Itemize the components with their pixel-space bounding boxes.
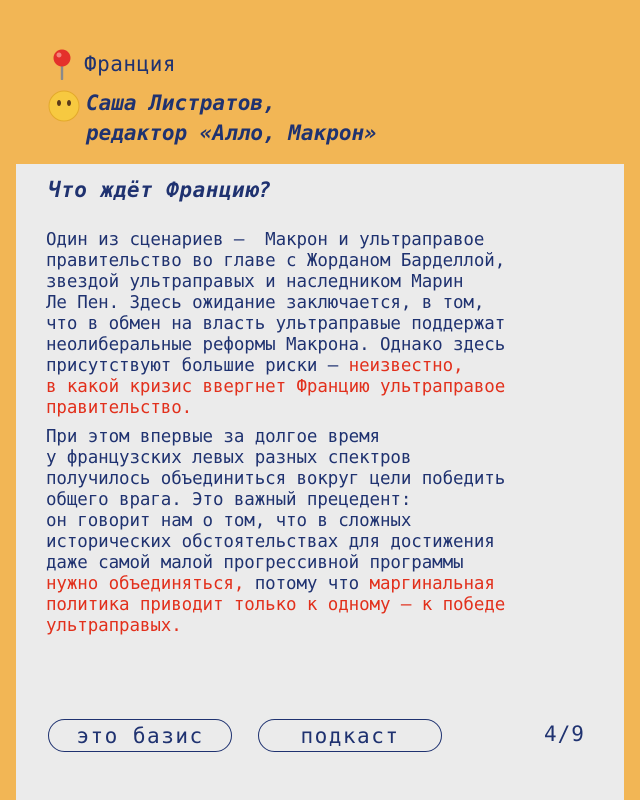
- round-pushpin-icon: [48, 48, 76, 80]
- plain-text: неолиберальные реформы Макрона. Однако здесь: [46, 335, 506, 355]
- face-emoji-icon: [48, 90, 80, 122]
- plain-text: даже самой малой прогрессивной программы: [46, 553, 464, 573]
- text-line: [46, 469, 606, 490]
- highlighted-text: нужно объединяться,: [46, 574, 245, 594]
- tag-button-basis-label: это базис: [76, 723, 204, 748]
- plain-text: правительство во главе с Жорданом Барделлой,: [46, 251, 506, 271]
- text-line: [46, 377, 606, 398]
- plain-text: Ле Пен. Здесь ожидание заключается, в том,: [46, 293, 485, 313]
- tag-button-basis[interactable]: [48, 719, 232, 752]
- text-line: [46, 356, 606, 377]
- plain-text: потому что: [244, 574, 370, 594]
- paragraph-2: [46, 427, 606, 637]
- plain-text: Один из сценариев – Макрон и ультраправое: [46, 230, 485, 250]
- card-title: Что ждёт Францию?: [48, 178, 272, 202]
- text-line: [46, 553, 606, 574]
- text-line: [46, 293, 606, 314]
- plain-text: он говорит нам о том, что в сложных: [46, 511, 412, 531]
- content-card: [16, 164, 624, 800]
- highlighted-text: политика приводит только к одному – к победе: [46, 595, 506, 615]
- author-line-1: Саша Листратов,: [86, 91, 276, 115]
- text-line: [46, 314, 606, 335]
- text-line: [46, 532, 606, 553]
- highlighted-text: неизвестно,: [348, 356, 464, 376]
- author-name: [86, 88, 377, 148]
- text-line: [46, 427, 606, 448]
- text-line: [46, 490, 606, 511]
- highlighted-text: маргинальная: [369, 574, 495, 594]
- paragraph-1: [46, 230, 606, 419]
- text-line: [46, 335, 606, 356]
- location-row: [48, 48, 176, 80]
- tag-button-podcast[interactable]: [258, 719, 442, 752]
- text-line: [46, 574, 606, 595]
- plain-text: звездой ультраправых и наследником Марин: [46, 272, 464, 292]
- text-line: [46, 616, 606, 637]
- country-label: Франция: [84, 52, 177, 76]
- author-row: [48, 88, 377, 148]
- page-indicator: 4/9: [544, 722, 585, 746]
- text-line: [46, 230, 606, 251]
- text-line: [46, 251, 606, 272]
- plain-text: что в обмен на власть ультраправые поддержат: [46, 314, 506, 334]
- plain-text: присутствуют большие риски –: [46, 356, 349, 376]
- text-line: [46, 448, 606, 469]
- plain-text: общего врага. Это важный прецедент:: [46, 490, 412, 510]
- author-line-2: редактор «Алло, Макрон»: [86, 121, 377, 145]
- highlighted-text: ультраправых.: [46, 616, 182, 636]
- tag-button-podcast-label: подкаст: [300, 723, 400, 748]
- highlighted-text: в какой кризис ввергнет Францию ультраправое: [46, 377, 506, 397]
- plain-text: у французских левых разных спектров: [46, 448, 412, 468]
- plain-text: исторических обстоятельствах для достижения: [46, 532, 495, 552]
- plain-text: При этом впервые за долгое время: [46, 427, 380, 447]
- highlighted-text: правительство.: [46, 398, 193, 418]
- plain-text: получилось объединиться вокруг цели победить: [46, 469, 506, 489]
- text-line: [46, 272, 606, 293]
- text-line: [46, 595, 606, 616]
- text-line: [46, 511, 606, 532]
- text-line: [46, 398, 606, 419]
